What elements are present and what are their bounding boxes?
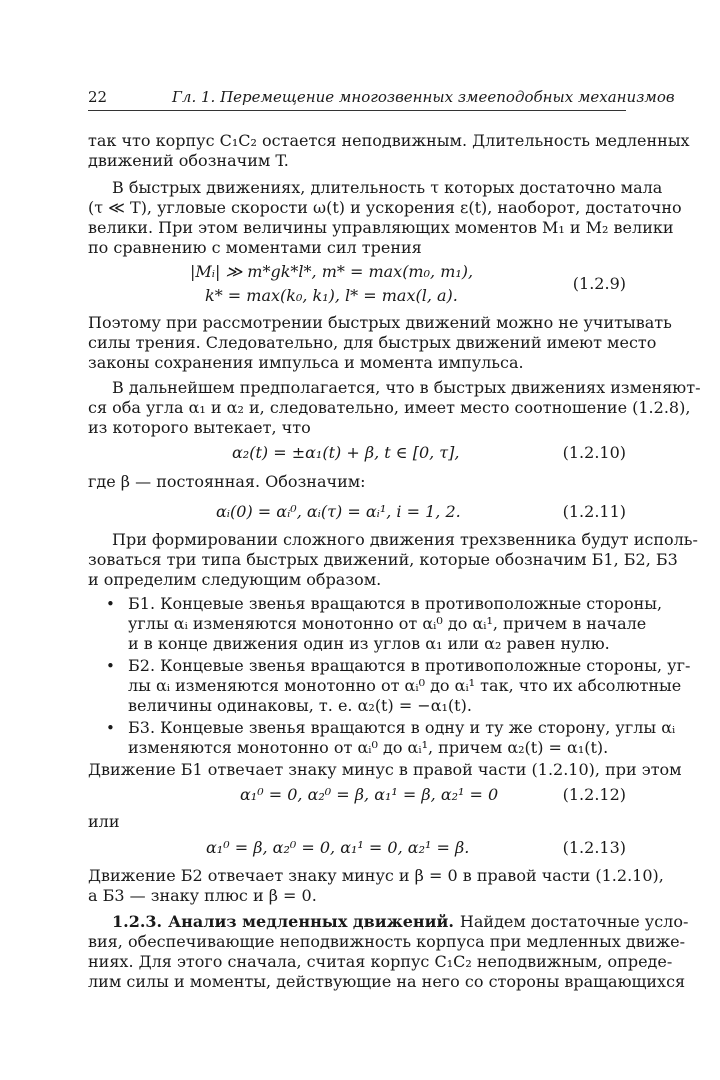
text-line: велики. При этом величины управляющих моментов M₁ и M₂ велики — [88, 218, 674, 237]
bullet-icon: • — [106, 657, 115, 675]
equation-number: (1.2.9) — [572, 274, 626, 293]
list-item-line: углы αᵢ изменяются монотонно от αᵢ⁰ до αᵢ¹, причем в начале — [128, 614, 647, 633]
text-line: Движение Б1 отвечает знаку минус в правой части (1.2.10), при этом — [88, 760, 682, 779]
text-line: Поэтому при рассмотрении быстрых движений можно не учитывать — [88, 313, 672, 332]
text-line: так что корпус C₁C₂ остается неподвижным. Длительность медленных — [88, 131, 690, 150]
list-item-line: лы αᵢ изменяются монотонно от αᵢ⁰ до αᵢ¹ так, что их абсолютные — [128, 676, 682, 695]
text-line: Движение Б2 отвечает знаку минус и β = 0 в правой части (1.2.10), — [88, 866, 664, 885]
text-line: законы сохранения импульса и момента импульса. — [88, 353, 524, 372]
page-header — [88, 86, 675, 111]
text-line: ся оба угла α₁ и α₂ и, следовательно, имеет место соотношение (1.2.8), — [88, 398, 691, 417]
text-line: где β — постоянная. Обозначим: — [88, 472, 366, 491]
text-line: В дальнейшем предполагается, что в быстрых движениях изменяют- — [112, 378, 701, 397]
equation-1-2-9-line2: k* = max(k₀, k₁), l* = max(l, a). — [205, 286, 458, 305]
list-item-line: величины одинаковы, т. е. α₂(t) = −α₁(t). — [128, 696, 472, 715]
list-item-line: Б1. Концевые звенья вращаются в противоположные стороны, — [128, 594, 663, 613]
page-number: 22 — [88, 88, 108, 106]
equation-1-2-11: αᵢ(0) = αᵢ⁰, αᵢ(τ) = αᵢ¹, i = 1, 2. — [216, 502, 461, 521]
section-number: 1.2.3. — [112, 912, 163, 931]
equation-number: (1.2.10) — [562, 443, 626, 462]
text-line: зоваться три типа быстрых движений, которые обозначим Б1, Б2, Б3 — [88, 550, 678, 569]
text-line: из которого вытекает, что — [88, 418, 311, 437]
equation-number: (1.2.13) — [562, 838, 626, 857]
text-line: а Б3 — знаку плюс и β = 0. — [88, 886, 317, 905]
text-line: и определим следующим образом. — [88, 570, 382, 589]
list-item-line: Б3. Концевые звенья вращаются в одну и ту же сторону, углы αᵢ — [128, 718, 676, 737]
text-line: по сравнению с моментами сил трения — [88, 238, 422, 257]
running-head: Гл. 1. Перемещение многозвенных змееподобных механизмов — [172, 88, 675, 106]
text-line: При формировании сложного движения трехзвенника будут исполь- — [112, 530, 698, 549]
text-line: ниях. Для этого сначала, считая корпус C₁C₂ неподвижным, опреде- — [88, 952, 673, 971]
list-item-line: изменяются монотонно от αᵢ⁰ до αᵢ¹, причем α₂(t) = α₁(t). — [128, 738, 609, 757]
section-heading-line — [112, 912, 689, 932]
text-line: силы трения. Следовательно, для быстрых движений имеют место — [88, 333, 657, 352]
equation-1-2-9-line1: |Mᵢ| ≫ m*gk*l*, m* = max(m₀, m₁), — [190, 262, 474, 281]
bullet-icon: • — [106, 719, 115, 737]
equation-1-2-10: α₂(t) = ±α₁(t) + β, t ∈ [0, τ], — [232, 443, 460, 462]
equation-number: (1.2.12) — [562, 785, 626, 804]
bullet-icon: • — [106, 595, 115, 613]
text-line: лим силы и моменты, действующие на него со стороны вращающихся — [88, 972, 686, 991]
list-item-line: Б2. Концевые звенья вращаются в противоположные стороны, уг- — [128, 656, 691, 675]
equation-number: (1.2.11) — [562, 502, 626, 521]
text-line: В быстрых движениях, длительность τ которых достаточно мала — [112, 178, 663, 197]
equation-1-2-13: α₁⁰ = β, α₂⁰ = 0, α₁¹ = 0, α₂¹ = β. — [206, 838, 470, 857]
text-line: или — [88, 812, 120, 831]
text-line: (τ ≪ T), угловые скорости ω(t) и ускорения ε(t), наоборот, достаточно — [88, 198, 682, 217]
section-title: Анализ медленных движений. — [168, 912, 454, 931]
equation-1-2-12: α₁⁰ = 0, α₂⁰ = β, α₁¹ = β, α₂¹ = 0 — [240, 785, 499, 804]
text-line: вия, обеспечивающие неподвижность корпуса при медленных движе- — [88, 932, 686, 951]
list-item-line: и в конце движения один из углов α₁ или α₂ равен нулю. — [128, 634, 610, 653]
text-fragment: Найдем достаточные усло- — [459, 912, 689, 931]
text-line: движений обозначим T. — [88, 151, 289, 170]
